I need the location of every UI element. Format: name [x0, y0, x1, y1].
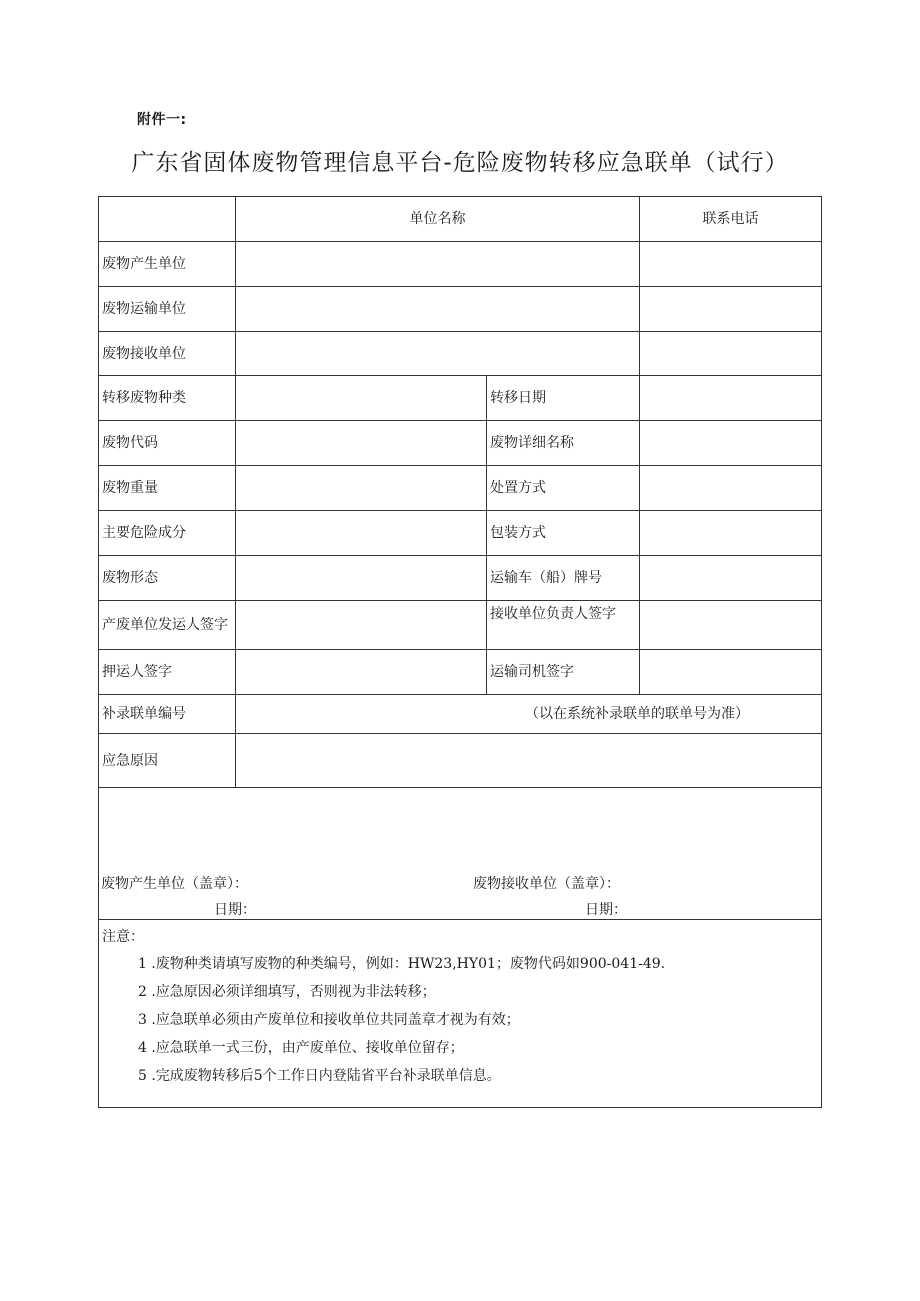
supplement-row	[99, 695, 822, 734]
waste-name-label: 废物详细名称	[487, 421, 640, 466]
pair-row	[99, 511, 822, 556]
note-item: 5 .完成废物转移后5个工作日内登陆省平台补录联单信息。	[138, 1068, 501, 1084]
waste-weight-field[interactable]	[236, 466, 487, 511]
receiver-date-label: 日期：	[585, 902, 627, 918]
receiver-name-field[interactable]	[236, 332, 640, 376]
disposal-method-label: 处置方式	[487, 466, 640, 511]
hazard-component-label: 主要危险成分	[99, 511, 236, 556]
emergency-reason-field[interactable]	[236, 734, 822, 788]
hazard-component-field[interactable]	[236, 511, 487, 556]
seal-area[interactable]	[99, 788, 822, 920]
vehicle-plate-label: 运输车（船）牌号	[487, 556, 640, 601]
waste-code-label: 废物代码	[99, 421, 236, 466]
waste-type-field[interactable]	[236, 376, 487, 421]
emergency-reason-label: 应急原因	[99, 734, 236, 788]
notes-heading: 注意：	[102, 929, 144, 945]
supplement-number-label: 补录联单编号	[99, 695, 236, 734]
attachment-label: 附件一:	[137, 112, 187, 128]
note-item: 4 .应急联单一式三份，由产废单位、接收单位留存；	[138, 1040, 464, 1056]
unit-row-producer	[99, 242, 822, 287]
transfer-date-label: 转移日期	[487, 376, 640, 421]
emergency-row	[99, 734, 822, 788]
waste-type-label: 转移废物种类	[99, 376, 236, 421]
shipper-signature-label: 产废单位发运人签字	[99, 601, 236, 650]
receiver-seal-label: 废物接收单位（盖章）：	[473, 876, 620, 892]
note-item: 3 .应急联单必须由产废单位和接收单位共同盖章才视为有效；	[138, 1012, 520, 1028]
form-title: 广东省固体废物管理信息平台-危险废物转移应急联单（试行）	[131, 150, 789, 176]
unit-row-label: 废物运输单位	[99, 287, 236, 332]
note-item: 1 .废物种类请填写废物的种类编号，例如：HW23,HY01；废物代码如900-041-49.	[138, 956, 666, 972]
unit-row-receiver	[99, 332, 822, 376]
note-item: 2 .应急原因必须详细填写，否则视为非法转移；	[138, 984, 436, 1000]
header-corner-cell	[99, 197, 236, 242]
waste-weight-label: 废物重量	[99, 466, 236, 511]
vehicle-plate-field[interactable]	[640, 556, 822, 601]
driver-signature-label: 运输司机签字	[487, 650, 640, 695]
unit-row-transporter	[99, 287, 822, 332]
waste-name-field[interactable]	[640, 421, 822, 466]
producer-phone-field[interactable]	[640, 242, 822, 287]
driver-signature-field[interactable]	[640, 650, 822, 695]
unit-name-header: 单位名称	[236, 197, 640, 242]
notes-row	[99, 920, 822, 1108]
producer-date-label: 日期：	[214, 902, 256, 918]
pair-row	[99, 556, 822, 601]
receiver-signature-field[interactable]	[640, 601, 822, 650]
producer-seal-label: 废物产生单位（盖章）：	[101, 876, 248, 892]
phone-header: 联系电话	[640, 197, 822, 242]
escort-signature-label: 押运人签字	[99, 650, 236, 695]
transfer-form-table	[98, 196, 822, 1108]
header-row	[99, 197, 822, 242]
pair-row	[99, 376, 822, 421]
unit-row-label: 废物产生单位	[99, 242, 236, 287]
transfer-date-field[interactable]	[640, 376, 822, 421]
notes-area	[99, 920, 822, 1108]
waste-code-field[interactable]	[236, 421, 487, 466]
pair-row	[99, 421, 822, 466]
shipper-signature-field[interactable]	[236, 601, 487, 650]
receiver-signature-label: 接收单位负责人签字	[487, 601, 640, 650]
seal-row	[99, 788, 822, 920]
unit-row-label: 废物接收单位	[99, 332, 236, 376]
disposal-method-field[interactable]	[640, 466, 822, 511]
transporter-phone-field[interactable]	[640, 287, 822, 332]
receiver-phone-field[interactable]	[640, 332, 822, 376]
waste-form-label: 废物形态	[99, 556, 236, 601]
packaging-field[interactable]	[640, 511, 822, 556]
transporter-name-field[interactable]	[236, 287, 640, 332]
pair-row	[99, 601, 822, 650]
supplement-number-field[interactable]: （以在系统补录联单的联单号为准）	[236, 695, 822, 734]
pair-row	[99, 466, 822, 511]
pair-row	[99, 650, 822, 695]
packaging-label: 包装方式	[487, 511, 640, 556]
producer-name-field[interactable]	[236, 242, 640, 287]
waste-form-field[interactable]	[236, 556, 487, 601]
escort-signature-field[interactable]	[236, 650, 487, 695]
